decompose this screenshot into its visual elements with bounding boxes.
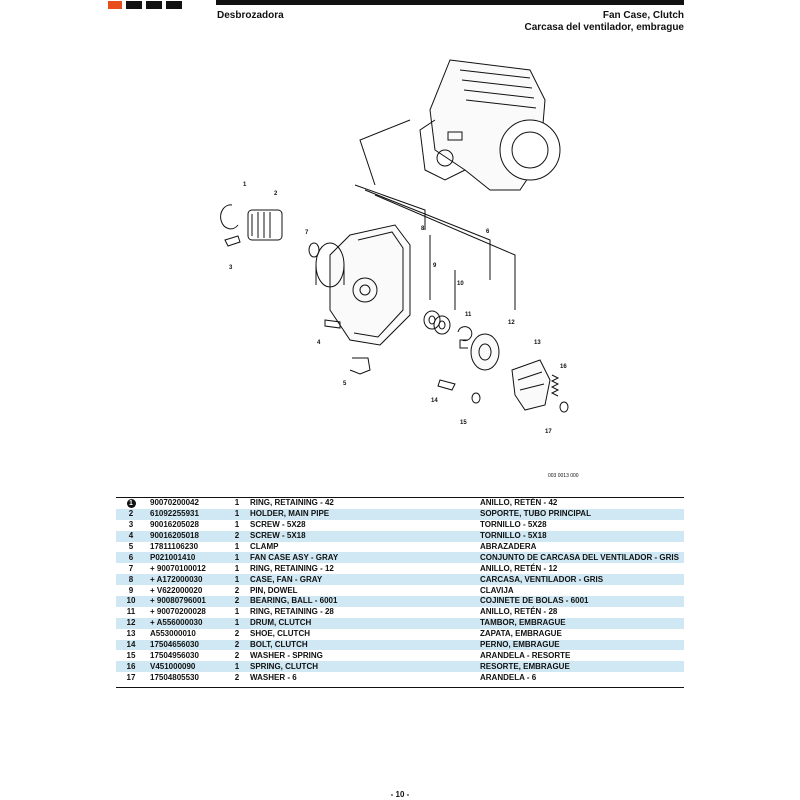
part-description-es: TORNILLO - 5X18 [480, 531, 684, 542]
part-quantity: 1 [230, 574, 244, 585]
part-quantity: 1 [230, 509, 244, 520]
part-description-es: ARANDELA - 6 [480, 672, 684, 683]
part-ref: 9 [116, 585, 146, 596]
callout-2: 2 [274, 191, 278, 197]
callout-11: 11 [465, 312, 472, 318]
part-description-es: ANILLO, RETÉN - 42 [480, 498, 684, 509]
part-quantity: 2 [230, 531, 244, 542]
parts-row [116, 520, 684, 531]
part-quantity: 1 [230, 607, 244, 618]
header-rule [216, 0, 684, 5]
part-number: + A556000030 [146, 618, 230, 629]
part-description-en: WASHER - SPRING [244, 650, 480, 661]
callout-16: 16 [560, 364, 567, 370]
part-ref: 17 [116, 672, 146, 683]
part-number: A553000010 [146, 629, 230, 640]
callout-9: 9 [433, 263, 437, 269]
parts-row [116, 563, 684, 574]
parts-row [116, 607, 684, 618]
part-ref: 16 [116, 661, 146, 672]
part-description-en: DRUM, CLUTCH [244, 618, 480, 629]
part-description-es: SOPORTE, TUBO PRINCIPAL [480, 509, 684, 520]
part-description-en: CLAMP [244, 542, 480, 553]
callout-12: 12 [508, 320, 515, 326]
part-description-es: TAMBOR, EMBRAGUE [480, 618, 684, 629]
part-description-en: SPRING, CLUTCH [244, 661, 480, 672]
parts-row [116, 531, 684, 542]
callout-17: 17 [545, 429, 552, 435]
clutch-bolt-illustration [438, 380, 455, 390]
part-ref: 13 [116, 629, 146, 640]
part-ref: 5 [116, 542, 146, 553]
part-ref: 6 [116, 552, 146, 563]
part-quantity: 1 [230, 661, 244, 672]
callout-1: 1 [243, 182, 247, 188]
part-description-es: COJINETE DE BOLAS - 6001 [480, 596, 684, 607]
part-quantity: 1 [230, 618, 244, 629]
clutch-shoe-illustration [512, 360, 550, 410]
parts-row [116, 672, 684, 683]
part-number: 17504656030 [146, 640, 230, 651]
part-quantity: 2 [230, 672, 244, 683]
parts-table-body [116, 498, 684, 683]
parts-row [116, 509, 684, 520]
parts-row [116, 661, 684, 672]
part-description-es: ABRAZADERA [480, 542, 684, 553]
parts-row [116, 552, 684, 563]
part-quantity: 2 [230, 596, 244, 607]
part-description-en: BOLT, CLUTCH [244, 640, 480, 651]
main-pipe-holder-illustration [221, 205, 282, 246]
part-description-en: WASHER - 6 [244, 672, 480, 683]
header-product: Desbrozadora [217, 10, 284, 21]
callout-14: 14 [431, 398, 438, 404]
part-quantity: 1 [230, 498, 244, 509]
engine-illustration [420, 60, 560, 190]
spring-washer-illustration [472, 393, 480, 403]
part-description-en: SCREW - 5X18 [244, 531, 480, 542]
part-number: + V622000020 [146, 585, 230, 596]
part-number: 17811106230 [146, 542, 230, 553]
table-bottom-rule [116, 687, 684, 688]
part-number: 17504805530 [146, 672, 230, 683]
part-description-en: SHOE, CLUTCH [244, 629, 480, 640]
part-description-en: BEARING, BALL - 6001 [244, 596, 480, 607]
part-number: + 90080796001 [146, 596, 230, 607]
part-description-en: PIN, DOWEL [244, 585, 480, 596]
part-ref: 7 [116, 563, 146, 574]
callout-13: 13 [534, 340, 541, 346]
part-quantity: 1 [230, 520, 244, 531]
part-description-es: ZAPATA, EMBRAGUE [480, 629, 684, 640]
part-description-en: FAN CASE ASY - GRAY [244, 552, 480, 563]
brand-logo [104, 0, 192, 10]
parts-row [116, 498, 684, 509]
part-number: 61092255931 [146, 509, 230, 520]
parts-row [116, 542, 684, 553]
part-number: 90070200042 [146, 498, 230, 509]
part-description-es: ANILLO, RETÉN - 12 [480, 563, 684, 574]
parts-table [116, 498, 684, 683]
part-description-es: CONJUNTO DE CARCASA DEL VENTILADOR - GRIS [480, 552, 684, 563]
callout-4: 4 [317, 340, 321, 346]
part-ref: 8 [116, 574, 146, 585]
part-description-es: CARCASA, VENTILADOR - GRIS [480, 574, 684, 585]
part-number: 90016205028 [146, 520, 230, 531]
part-description-en: RING, RETAINING - 28 [244, 607, 480, 618]
part-description-es: RESORTE, EMBRAGUE [480, 661, 684, 672]
washer-illustration [560, 402, 568, 412]
parts-row [116, 596, 684, 607]
parts-row [116, 640, 684, 651]
part-quantity: 2 [230, 629, 244, 640]
part-number: 17504956030 [146, 650, 230, 661]
callout-3: 3 [229, 265, 233, 271]
part-ref: 11 [116, 607, 146, 618]
part-quantity: 2 [230, 640, 244, 651]
callout-10: 10 [457, 281, 464, 287]
diagram-code: 003 0013 000 [548, 473, 579, 479]
clutch-drum-illustration [460, 334, 499, 370]
screw-illustration [325, 320, 340, 328]
part-description-en: HOLDER, MAIN PIPE [244, 509, 480, 520]
part-ref [116, 498, 146, 509]
part-quantity: 1 [230, 563, 244, 574]
part-number: V451000090 [146, 661, 230, 672]
part-description-en: SCREW - 5X28 [244, 520, 480, 531]
callout-6: 6 [486, 229, 490, 235]
parts-row [116, 574, 684, 585]
part-ref: 15 [116, 650, 146, 661]
part-description-en: CASE, FAN - GRAY [244, 574, 480, 585]
clutch-spring-illustration [552, 375, 558, 396]
exploded-parts-diagram [200, 40, 600, 460]
part-ref: 14 [116, 640, 146, 651]
parts-row [116, 629, 684, 640]
part-description-en: RING, RETAINING - 42 [244, 498, 480, 509]
ref-badge: 1 [127, 499, 136, 508]
part-description-es: CLAVIJA [480, 585, 684, 596]
part-number: + A172000030 [146, 574, 230, 585]
parts-row [116, 585, 684, 596]
parts-row [116, 618, 684, 629]
part-number: + 90070100012 [146, 563, 230, 574]
callout-5: 5 [343, 381, 347, 387]
callout-15: 15 [460, 420, 467, 426]
clamp-illustration [350, 358, 370, 374]
part-quantity: 2 [230, 650, 244, 661]
callout-8: 8 [421, 226, 425, 232]
header-title-es: Carcasa del ventilador, embrague [524, 22, 684, 33]
part-description-es: ANILLO, RETÉN - 28 [480, 607, 684, 618]
part-description-es: ARANDELA - RESORTE [480, 650, 684, 661]
part-description-en: RING, RETAINING - 12 [244, 563, 480, 574]
part-ref: 2 [116, 509, 146, 520]
page-number: - 10 - [390, 790, 410, 799]
part-ref: 3 [116, 520, 146, 531]
part-description-es: PERNO, EMBRAGUE [480, 640, 684, 651]
header-title-en: Fan Case, Clutch [602, 10, 684, 21]
part-description-es: TORNILLO - 5X28 [480, 520, 684, 531]
part-quantity: 1 [230, 542, 244, 553]
parts-row [116, 650, 684, 661]
part-ref: 10 [116, 596, 146, 607]
part-number: P021001410 [146, 552, 230, 563]
part-number: + 90070200028 [146, 607, 230, 618]
part-number: 90016205018 [146, 531, 230, 542]
part-ref: 4 [116, 531, 146, 542]
part-ref: 12 [116, 618, 146, 629]
part-quantity: 2 [230, 585, 244, 596]
ring-illustration [309, 243, 319, 257]
part-quantity: 1 [230, 552, 244, 563]
callout-7: 7 [305, 230, 309, 236]
header-section-title [524, 10, 684, 34]
